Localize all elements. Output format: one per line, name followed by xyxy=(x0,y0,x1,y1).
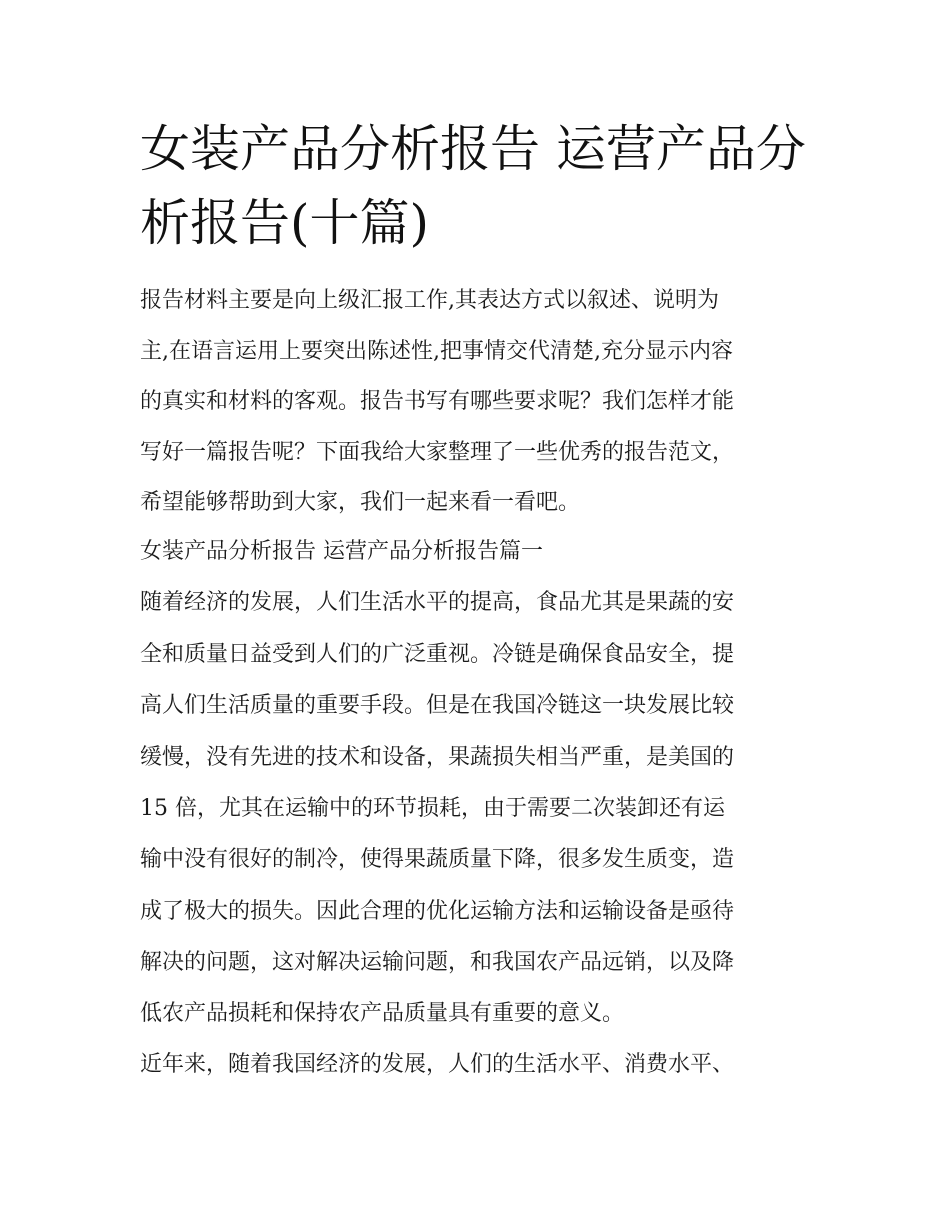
paragraph-line: 输中没有很好的制冷，使得果蔬质量下降，很多发生质变，造 xyxy=(140,847,735,872)
paragraph-line: 15 倍，尤其在运输中的环节损耗，由于需要二次装卸还有运 xyxy=(140,796,725,821)
paragraph-line: 成了极大的损失。因此合理的优化运输方法和运输设备是亟待 xyxy=(140,899,735,924)
paragraph-line: 低农产品损耗和保持农产品质量具有重要的意义。 xyxy=(140,1001,625,1026)
intro-line: 的真实和材料的客观。报告书写有哪些要求呢？我们怎样才能 xyxy=(140,389,735,414)
paragraph-line: 解决的问题，这对解决运输问题，和我国农产品远销，以及降 xyxy=(140,950,735,975)
paragraph-line: 全和质量日益受到人们的广泛重视。冷链是确保食品安全，提 xyxy=(140,642,735,667)
intro-line: 希望能够帮助到大家，我们一起来看一看吧。 xyxy=(140,490,581,515)
document-title: 女装产品分析报告 运营产品分析报告(十篇) xyxy=(140,120,806,252)
paragraph-line: 高人们生活质量的重要手段。但是在我国冷链这一块发展比较 xyxy=(140,693,735,718)
intro-line: 报告材料主要是向上级汇报工作,其表达方式以叙述、说明为 xyxy=(140,288,719,313)
paragraph-line: 随着经济的发展，人们生活水平的提高，食品尤其是果蔬的安 xyxy=(140,590,735,615)
intro-line: 主,在语言运用上要突出陈述性,把事情交代清楚,充分显示内容 xyxy=(140,339,733,364)
intro-line: 写好一篇报告呢？下面我给大家整理了一些优秀的报告范文， xyxy=(140,440,735,465)
paragraph-line: 近年来，随着我国经济的发展，人们的生活水平、消费水平、 xyxy=(140,1052,735,1077)
section-heading: 女装产品分析报告 运营产品分析报告篇一 xyxy=(140,539,543,564)
paragraph-line: 缓慢，没有先进的技术和设备，果蔬损失相当严重，是美国的 xyxy=(140,745,735,770)
